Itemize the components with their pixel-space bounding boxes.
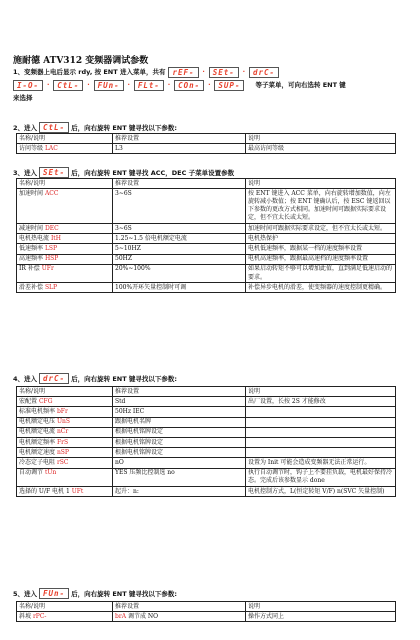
table-row	[17, 283, 396, 293]
table-row	[17, 397, 396, 407]
param-setting: 根据电机铭牌设定	[113, 448, 246, 458]
param-note	[246, 438, 396, 448]
document-title: 施耐德 ATV312 变频器调试参数	[13, 56, 149, 66]
param-setting: Std	[113, 397, 246, 407]
table-row	[17, 612, 396, 622]
param-setting-cell	[113, 612, 246, 622]
header-note: 说明	[246, 179, 396, 189]
param-name: 高速频率	[19, 255, 44, 263]
header-setting: 推荐设置	[113, 179, 246, 189]
param-code: rPC-	[32, 612, 47, 620]
param-code: CFG	[38, 397, 53, 405]
header-note: 说明	[246, 387, 396, 397]
table-row	[17, 438, 396, 448]
param-note: 如果启动转矩不够可以增加此值，直到满足低速启动的要求。	[246, 264, 396, 282]
step2-table	[16, 133, 396, 154]
step2-heading	[13, 122, 177, 133]
step4-prefix: 4、进入	[13, 375, 38, 383]
param-name: 加速时间	[19, 189, 44, 197]
step3-prefix: 3、进入	[13, 169, 38, 177]
param-setting: 调节成 NO	[127, 612, 159, 620]
param-name: 电机额定频率	[19, 438, 56, 446]
menu-display-drc-step4: drC-	[39, 373, 69, 384]
step3-heading	[13, 167, 234, 178]
menu-display-con: COn-	[174, 80, 204, 91]
header-setting: 推荐设置	[113, 134, 246, 144]
param-setting: YES 压频比控制选 no	[113, 468, 246, 486]
menu-display-set: SEt-	[209, 67, 239, 78]
param-name: 滑差补偿	[19, 283, 44, 291]
table-header-row	[17, 387, 396, 397]
param-code: nSP	[56, 448, 69, 456]
header-note: 说明	[246, 134, 396, 144]
header-setting: 推荐设置	[113, 387, 246, 397]
step5-prefix: 5、进入	[13, 590, 38, 598]
step2-suffix: 后，向右旋转 ENT 键寻找以下参数:	[71, 124, 178, 132]
param-setting: 3~6S	[113, 224, 246, 234]
menu-display-set-step3: SEt-	[39, 167, 69, 178]
param-name-cell	[17, 144, 113, 154]
param-name-cell	[17, 397, 113, 407]
step3-table	[16, 178, 396, 293]
param-note: 电机控制方式，L(恒定转矩 V/F) n(SVC 矢量控制)	[246, 487, 396, 497]
menu-display-ctl: CtL-	[53, 80, 83, 91]
param-note: 最高访问等级	[246, 144, 396, 154]
param-setting-code: brA	[115, 612, 127, 620]
param-note	[246, 448, 396, 458]
param-note: 执行自动调节时，钩子上不要挂负载，电机最好保持冷态。完成后该参数显示 done	[246, 468, 396, 486]
step1-text-b: 等子菜单，可向右选转 ENT 键	[255, 81, 346, 89]
step4-heading	[13, 373, 177, 384]
table-row	[17, 244, 396, 254]
param-setting: 20%~100%	[113, 264, 246, 282]
header-setting: 推荐设置	[113, 602, 246, 612]
param-code: tUn	[44, 469, 57, 477]
param-note: 电机低速频率，跟据某一档的速度频率设置	[246, 244, 396, 254]
param-setting: 1.25~1.5 倍电机额定电流	[113, 234, 246, 244]
param-name-cell	[17, 417, 113, 427]
param-setting: nO	[113, 458, 246, 468]
table-row	[17, 458, 396, 468]
param-setting: 50HZ	[113, 254, 246, 264]
table-header-row	[17, 602, 396, 612]
table-row	[17, 234, 396, 244]
param-note: 电机高速频率，跟据最高速档的速度频率设置	[246, 254, 396, 264]
step1-line2: I-O- · CtL- · FUn- · FLt- · COn- · SUP- 等子菜单，可向右选转 ENT 键	[13, 79, 413, 92]
param-name-cell	[17, 458, 113, 468]
step5-table	[16, 601, 396, 622]
menu-display-fun-step5: FUn-	[39, 588, 69, 599]
step5-suffix: 后，向右旋转 ENT 键寻找以下参数:	[71, 590, 178, 598]
param-name: 冷态定子电阻	[19, 458, 56, 466]
step1-paragraph	[13, 66, 413, 105]
param-note	[246, 417, 396, 427]
param-setting: 跟据电机名牌	[113, 417, 246, 427]
param-name-cell	[17, 612, 113, 622]
param-code: bFr	[56, 407, 68, 415]
param-name-cell	[17, 427, 113, 437]
menu-display-io: I-O-	[13, 80, 43, 91]
table-header-row	[17, 179, 396, 189]
step3-suffix: 后，向右旋转 ENT 键寻找 ACC，DEC 子菜单设置参数	[71, 169, 235, 177]
step1-text-a: 1、变频器上电后显示 rdy, 按 ENT 进入菜单，共有	[13, 68, 166, 76]
param-code: DEC	[44, 224, 59, 232]
param-code: rSC	[56, 458, 69, 466]
param-code: UFt	[71, 487, 84, 495]
param-code: nCr	[56, 428, 69, 436]
step1-text-c: 来选择	[13, 94, 33, 102]
param-setting: 50Hz IEC	[113, 407, 246, 417]
table-row	[17, 254, 396, 264]
param-setting: 5~10HZ	[113, 244, 246, 254]
step2-prefix: 2、进入	[13, 124, 38, 132]
param-code: UFr	[41, 265, 54, 273]
param-name-cell	[17, 244, 113, 254]
param-name: 电机额定速度	[19, 448, 56, 456]
table-row	[17, 487, 396, 497]
param-note: 出厂设置，长按 2S 才能修改	[246, 397, 396, 407]
param-note: 按 ENT 键进入 ACC 菜单，向右旋转增加数值，向左旋转减小数值；按 ENT 键确认后，按 ESC 键返回以下参数的更改方式相同。加速时间可跟据实际要求设定，但不宜太长或太短。	[246, 189, 396, 224]
menu-display-fun: FUn-	[94, 80, 124, 91]
param-setting: 起升：n:	[113, 487, 246, 497]
table-row	[17, 189, 396, 224]
param-name: 选择的 U/F 电机 1	[19, 487, 70, 495]
header-name: 名称/说明	[17, 602, 113, 612]
param-setting: 3~6S	[113, 189, 246, 224]
menu-display-flt: FLt-	[134, 80, 164, 91]
table-row	[17, 448, 396, 458]
step1-line1: 1、变频器上电后显示 rdy, 按 ENT 进入菜单，共有 rEF- · SEt- · drC-	[13, 66, 413, 79]
param-name: 访问等级	[19, 144, 44, 152]
param-setting: L3	[113, 144, 246, 154]
param-code: LSP	[44, 244, 58, 252]
table-row	[17, 417, 396, 427]
param-name-cell	[17, 254, 113, 264]
header-name: 名称/说明	[17, 179, 113, 189]
param-name: 电机额定电压	[19, 418, 56, 426]
param-name-cell	[17, 264, 113, 282]
param-code: FrS	[56, 438, 69, 446]
menu-display-ref: rEF-	[168, 67, 198, 78]
param-name: 低速频率	[19, 244, 44, 252]
table-row	[17, 264, 396, 282]
param-note: 电机热保护	[246, 234, 396, 244]
param-name: 减速时间	[19, 224, 44, 232]
step4-table	[16, 386, 396, 497]
param-name-cell	[17, 189, 113, 224]
menu-display-drc: drC-	[249, 67, 279, 78]
param-name-cell	[17, 438, 113, 448]
table-row	[17, 468, 396, 486]
step5-heading	[13, 588, 177, 599]
param-name: IR 补偿	[19, 265, 40, 273]
menu-display-ctl-step2: CtL-	[39, 122, 69, 133]
param-note	[246, 427, 396, 437]
param-code: LAC	[44, 144, 58, 152]
param-code: HSP	[44, 255, 59, 263]
param-note: 设置为 Init 可能会造成变频器无法正常运行。	[246, 458, 396, 468]
menu-display-sup: SUP-	[214, 80, 244, 91]
param-note	[246, 407, 396, 417]
header-name: 名称/说明	[17, 387, 113, 397]
header-name: 名称/说明	[17, 134, 113, 144]
param-setting: 根据电机铭牌设定	[113, 427, 246, 437]
param-setting: 根据电机铭牌设定	[113, 438, 246, 448]
header-note: 说明	[246, 602, 396, 612]
param-code: UnS	[56, 418, 70, 426]
param-name: 自动调节	[19, 469, 44, 477]
param-code: ItH	[50, 234, 61, 242]
param-name-cell	[17, 283, 113, 293]
table-row	[17, 224, 396, 234]
param-name: 斜坡	[19, 612, 32, 620]
step1-line3	[13, 92, 413, 105]
param-note: 操作方式同上	[246, 612, 396, 622]
param-name-cell	[17, 407, 113, 417]
table-row	[17, 407, 396, 417]
param-note: 补偿异步电机的滑差，使变频器的速度控制更精确。	[246, 283, 396, 293]
param-code: ACC	[44, 189, 59, 197]
param-name-cell	[17, 487, 113, 497]
param-note: 加速时间可跟据实际要求设定，但不宜太长或太短。	[246, 224, 396, 234]
table-header-row	[17, 134, 396, 144]
param-code: SLP	[44, 283, 58, 291]
param-name-cell	[17, 448, 113, 458]
param-name-cell	[17, 468, 113, 486]
param-name: 标准电机频率	[19, 407, 56, 415]
param-name-cell	[17, 224, 113, 234]
step4-suffix: 后，向右旋转 ENT 键寻找以下参数:	[71, 375, 178, 383]
table-row	[17, 427, 396, 437]
param-name: 电机额定电流	[19, 428, 56, 436]
param-name: 宏配置	[19, 397, 38, 405]
param-name-cell	[17, 234, 113, 244]
table-row	[17, 144, 396, 154]
param-setting: 100%开环矢量控制时可调	[113, 283, 246, 293]
param-name: 电机热电流	[19, 234, 50, 242]
